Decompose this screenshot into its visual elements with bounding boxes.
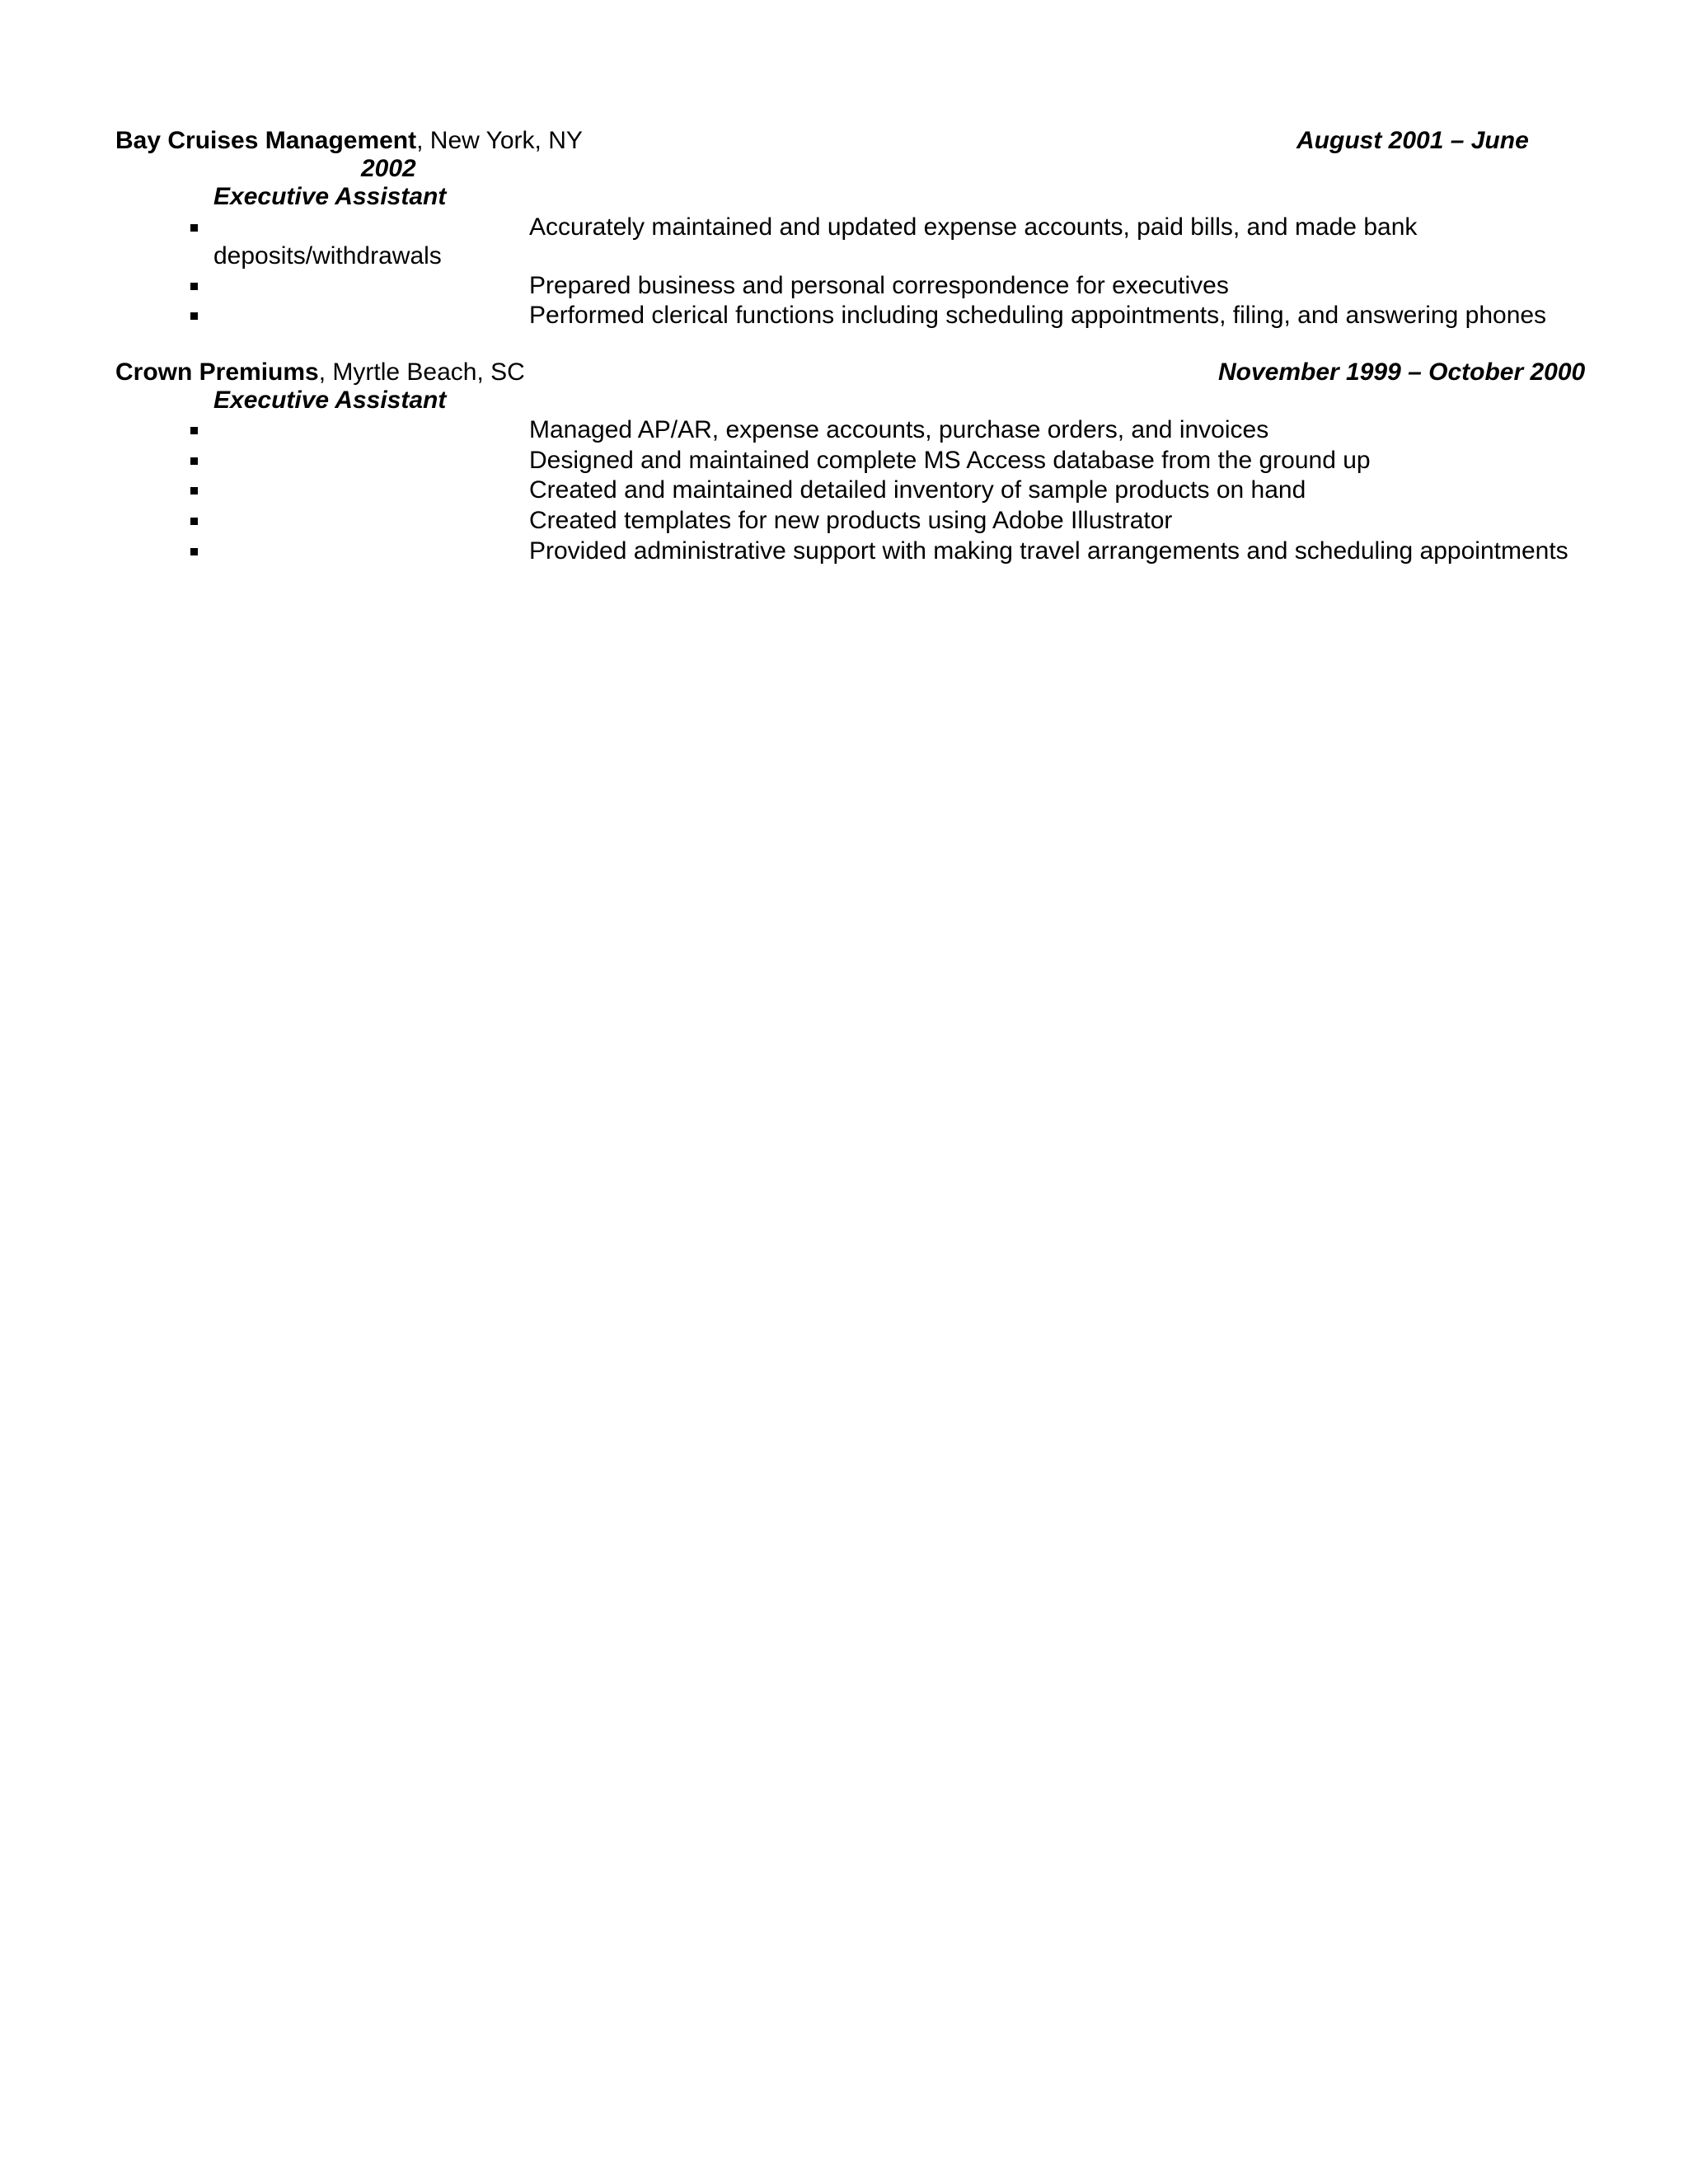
bullet-icon bbox=[190, 487, 198, 494]
employment-dates: August 2001 – June bbox=[1296, 127, 1529, 154]
bullet-icon bbox=[190, 283, 198, 290]
list-item: Provided administrative support with making travel arrangements and scheduling appointments bbox=[529, 537, 1568, 565]
list-item: Created and maintained detailed inventory of sample products on hand bbox=[529, 476, 1306, 504]
company-name: Crown Premiums bbox=[115, 359, 319, 386]
bullet-icon bbox=[190, 457, 198, 465]
employment-dates: November 1999 – October 2000 bbox=[1218, 359, 1586, 386]
job-title: Executive Assistant bbox=[213, 183, 447, 210]
list-item: Prepared business and personal correspondence for executives bbox=[529, 272, 1229, 299]
job-title: Executive Assistant bbox=[213, 387, 447, 414]
list-item: Accurately maintained and updated expense accounts, paid bills, and made bank bbox=[529, 213, 1418, 241]
bullet-icon bbox=[190, 427, 198, 434]
list-item: Performed clerical functions including scheduling appointments, filing, and answering phones bbox=[529, 302, 1547, 329]
job-header bbox=[115, 129, 583, 153]
bullet-icon bbox=[190, 548, 198, 555]
company-location: , Myrtle Beach, SC bbox=[318, 359, 525, 386]
company-name: Bay Cruises Management bbox=[115, 127, 417, 154]
list-item: Created templates for new products using Adobe Illustrator bbox=[529, 507, 1173, 534]
company-location: , New York, NY bbox=[416, 127, 583, 154]
employment-dates-continued: 2002 bbox=[361, 155, 416, 182]
job-header bbox=[115, 360, 525, 385]
list-item: Designed and maintained complete MS Access database from the ground up bbox=[529, 447, 1371, 474]
list-item-continued: deposits/withdrawals bbox=[213, 242, 442, 269]
list-item: Managed AP/AR, expense accounts, purchase orders, and invoices bbox=[529, 416, 1269, 443]
bullet-icon bbox=[190, 224, 198, 232]
bullet-icon bbox=[190, 312, 198, 320]
bullet-icon bbox=[190, 518, 198, 525]
